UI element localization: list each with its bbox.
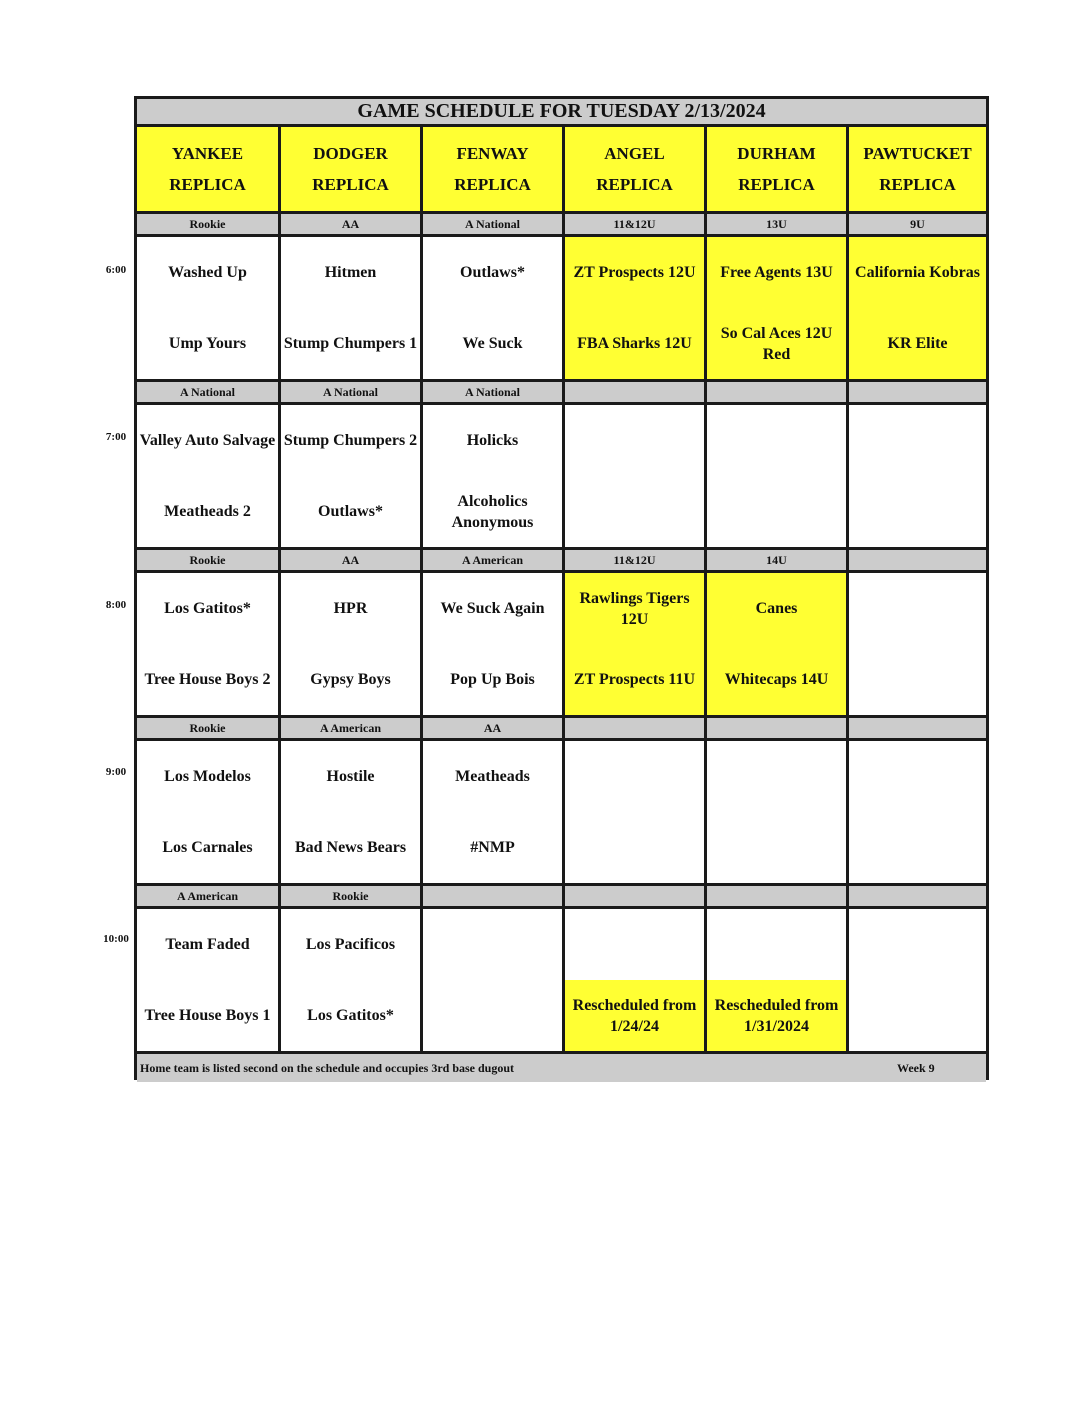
- division-label: 9U: [846, 214, 986, 237]
- time-label: 7:00: [105, 431, 127, 443]
- division-label: Rookie: [137, 214, 278, 237]
- home-team: #NMP: [470, 839, 515, 856]
- division-label: AA: [420, 718, 562, 741]
- home-team: [707, 812, 846, 883]
- division-label: [562, 382, 704, 405]
- game-cell[interactable]: [704, 741, 846, 886]
- time-label: 10:00: [103, 933, 129, 945]
- away-team: Canes: [755, 600, 798, 617]
- away-team: We Suck Again: [440, 600, 545, 617]
- game-cell[interactable]: [420, 909, 562, 1054]
- away-team: [565, 909, 704, 980]
- home-team: Meatheads 2: [164, 503, 251, 520]
- home-team: Rescheduled from 1/31/2024: [714, 996, 839, 1035]
- week-label: Week 9: [897, 1061, 935, 1075]
- division-label: Rookie: [137, 718, 278, 741]
- division-label: [846, 550, 986, 573]
- game-cell[interactable]: [278, 237, 420, 382]
- field-name: YANKEE: [171, 143, 244, 163]
- field-header: [846, 127, 986, 214]
- division-label: 14U: [704, 550, 846, 573]
- home-team: Whitecaps 14U: [724, 671, 829, 688]
- away-team: Outlaws*: [460, 264, 525, 281]
- home-team: Ump Yours: [168, 335, 247, 352]
- schedule-table: [134, 96, 989, 1080]
- field-header: [562, 127, 704, 214]
- away-team: Stump Chumpers 2: [283, 432, 418, 449]
- division-label: [704, 886, 846, 909]
- home-team: [423, 980, 562, 1051]
- field-subtitle: REPLICA: [738, 174, 815, 194]
- time-label: 9:00: [105, 766, 127, 778]
- home-team: [849, 980, 986, 1051]
- away-team: [849, 405, 986, 476]
- game-cell[interactable]: [420, 405, 562, 550]
- home-team: [849, 644, 986, 715]
- home-team: Bad News Bears: [294, 839, 407, 856]
- away-team: [707, 741, 846, 812]
- division-label: AA: [278, 214, 420, 237]
- time-label: 6:00: [105, 264, 127, 276]
- division-label: [704, 382, 846, 405]
- home-team: [849, 812, 986, 883]
- field-subtitle: REPLICA: [169, 174, 246, 194]
- game-cell[interactable]: [137, 405, 278, 550]
- away-team: [707, 405, 846, 476]
- division-label: A National: [137, 382, 278, 405]
- home-team: Stump Chumpers 1: [283, 335, 418, 352]
- field-name: DODGER: [313, 143, 388, 163]
- home-team: Tree House Boys 1: [144, 1007, 271, 1024]
- away-team: Meatheads: [455, 768, 530, 785]
- division-label: A American: [278, 718, 420, 741]
- away-team: [849, 909, 986, 980]
- game-cell[interactable]: [420, 573, 562, 718]
- home-team: [849, 476, 986, 547]
- away-team: Free Agents 13U: [720, 264, 833, 281]
- away-team: ZT Prospects 12U: [573, 264, 696, 281]
- schedule-title: GAME SCHEDULE FOR TUESDAY 2/13/2024: [137, 99, 986, 127]
- division-label: [420, 886, 562, 909]
- away-team: Los Gatitos*: [164, 600, 251, 617]
- away-team: Valley Auto Salvage: [139, 432, 276, 449]
- game-cell[interactable]: [137, 237, 278, 382]
- home-team: Gypsy Boys: [310, 671, 391, 688]
- game-cell[interactable]: [278, 741, 420, 886]
- game-cell[interactable]: [846, 741, 986, 886]
- game-cell[interactable]: [137, 741, 278, 886]
- game-cell[interactable]: [278, 909, 420, 1054]
- home-team: Los Carnales: [162, 839, 253, 856]
- away-team: Los Pacificos: [305, 936, 396, 953]
- home-team: [707, 476, 846, 547]
- game-cell[interactable]: [137, 909, 278, 1054]
- field-header: [278, 127, 420, 214]
- game-cell[interactable]: [278, 405, 420, 550]
- game-cell[interactable]: [562, 405, 704, 550]
- game-cell[interactable]: [704, 573, 846, 718]
- division-label: 13U: [704, 214, 846, 237]
- away-team: Holicks: [466, 432, 519, 449]
- game-cell[interactable]: [137, 573, 278, 718]
- game-cell[interactable]: [420, 237, 562, 382]
- division-label: Rookie: [137, 550, 278, 573]
- home-team: Pop Up Bois: [450, 671, 535, 688]
- away-team: California Kobras: [855, 264, 980, 281]
- field-name: PAWTUCKET: [863, 143, 972, 163]
- division-label: [562, 886, 704, 909]
- game-cell[interactable]: [562, 909, 704, 1054]
- game-cell[interactable]: [846, 237, 986, 382]
- division-label: 11&12U: [562, 214, 704, 237]
- home-team: We Suck: [462, 335, 523, 352]
- game-cell[interactable]: [704, 909, 846, 1054]
- field-header: [137, 127, 278, 214]
- footer-note: Home team is listed second on the schedule and occupies 3rd base dugout: [140, 1061, 515, 1075]
- game-cell[interactable]: [420, 741, 562, 886]
- away-team: Hitmen: [324, 264, 377, 281]
- home-team: Tree House Boys 2: [144, 671, 271, 688]
- field-header: [420, 127, 562, 214]
- game-cell[interactable]: [704, 405, 846, 550]
- division-label: 11&12U: [562, 550, 704, 573]
- game-cell[interactable]: [562, 741, 704, 886]
- away-team: HPR: [333, 600, 368, 617]
- field-name: FENWAY: [456, 143, 529, 163]
- division-label: A American: [420, 550, 562, 573]
- away-team: [849, 741, 986, 812]
- footer-bar: [137, 1054, 986, 1082]
- away-team: [565, 741, 704, 812]
- game-cell[interactable]: [846, 405, 986, 550]
- away-team: [565, 405, 704, 476]
- away-team: Hostile: [326, 768, 375, 785]
- home-team: ZT Prospects 11U: [573, 671, 696, 688]
- game-cell[interactable]: [562, 573, 704, 718]
- away-team: [423, 909, 562, 980]
- division-label: A American: [137, 886, 278, 909]
- field-subtitle: REPLICA: [879, 174, 956, 194]
- division-label: Rookie: [278, 886, 420, 909]
- division-label: [704, 718, 846, 741]
- home-team: Alcoholics Anonymous: [451, 492, 534, 531]
- division-label: AA: [278, 550, 420, 573]
- time-label: 8:00: [105, 599, 127, 611]
- home-team: Los Gatitos*: [307, 1007, 394, 1024]
- game-cell[interactable]: [704, 237, 846, 382]
- field-name: ANGEL: [604, 143, 665, 163]
- division-label: [846, 718, 986, 741]
- away-team: Rawlings Tigers 12U: [579, 589, 690, 628]
- field-subtitle: REPLICA: [596, 174, 673, 194]
- division-label: A National: [278, 382, 420, 405]
- field-header: [704, 127, 846, 214]
- away-team: Team Faded: [165, 936, 250, 953]
- home-team: FBA Sharks 12U: [577, 335, 692, 352]
- game-cell[interactable]: [846, 909, 986, 1054]
- away-team: Washed Up: [168, 264, 247, 281]
- away-team: [849, 573, 986, 644]
- home-team: [565, 476, 704, 547]
- game-cell[interactable]: [846, 573, 986, 718]
- away-team: [707, 909, 846, 980]
- division-label: A National: [420, 214, 562, 237]
- division-label: A National: [420, 382, 562, 405]
- home-team: Rescheduled from 1/24/24: [572, 996, 697, 1035]
- field-name: DURHAM: [737, 143, 816, 163]
- division-label: [846, 382, 986, 405]
- home-team: Outlaws*: [318, 503, 383, 520]
- game-cell[interactable]: [278, 573, 420, 718]
- home-team: KR Elite: [887, 335, 948, 352]
- division-label: [562, 718, 704, 741]
- field-subtitle: REPLICA: [312, 174, 389, 194]
- home-team: So Cal Aces 12U Red: [720, 324, 833, 363]
- division-label: [846, 886, 986, 909]
- field-subtitle: REPLICA: [454, 174, 531, 194]
- away-team: Los Modelos: [164, 768, 251, 785]
- home-team: [565, 812, 704, 883]
- game-cell[interactable]: [562, 237, 704, 382]
